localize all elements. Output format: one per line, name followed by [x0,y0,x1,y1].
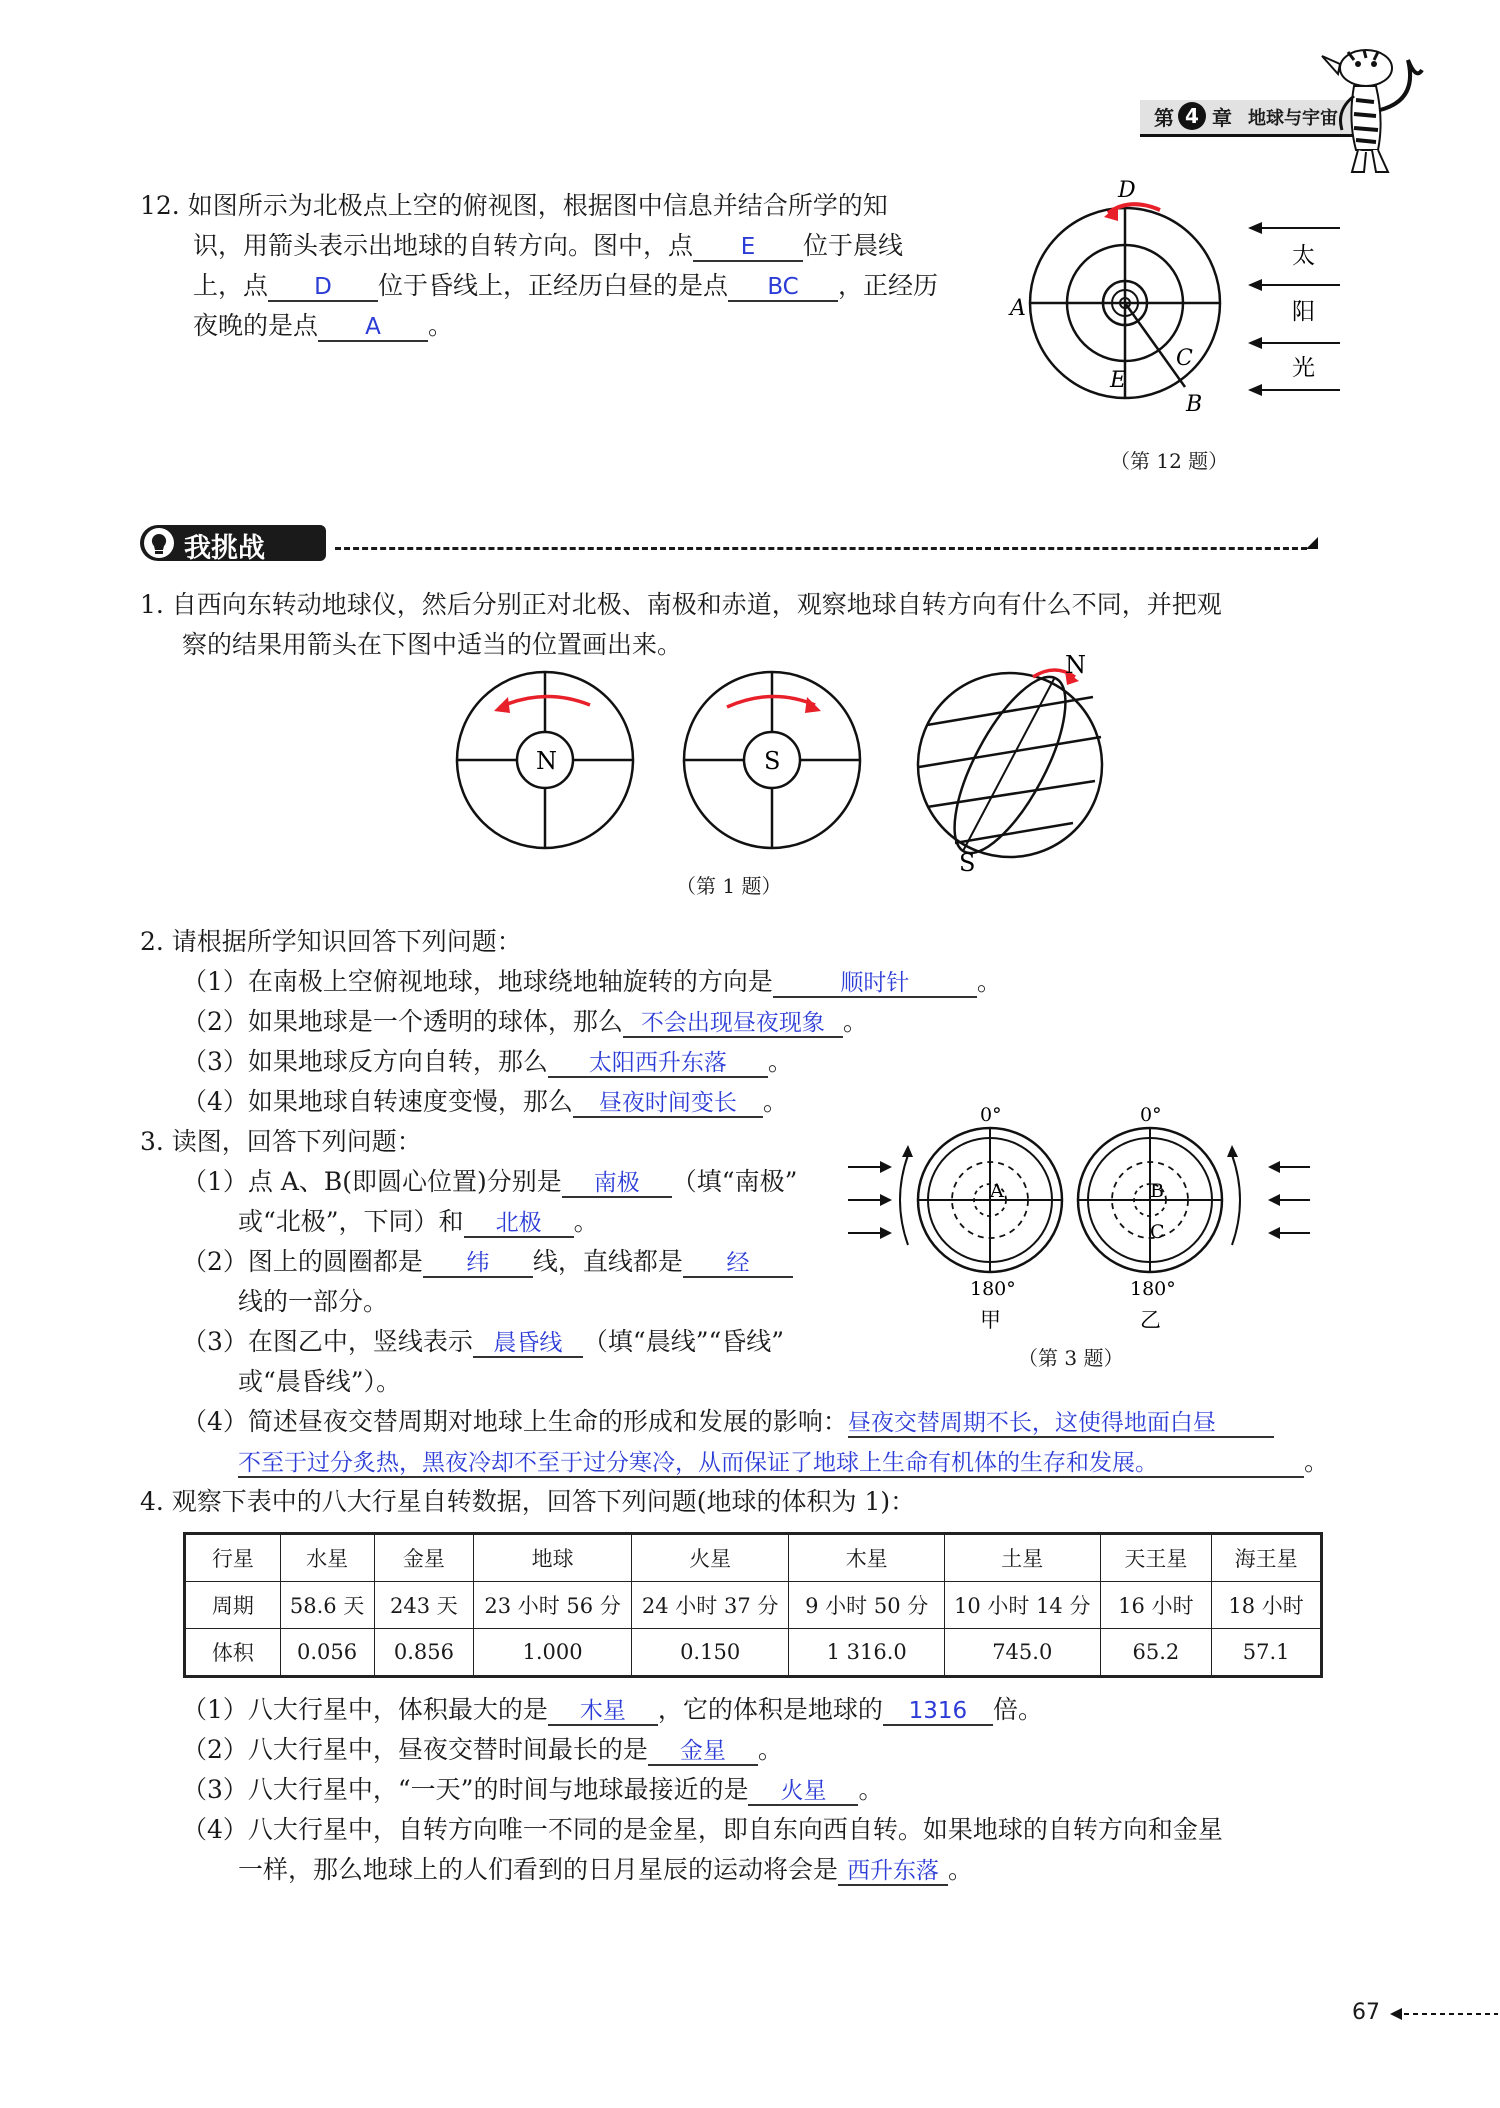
c4-text: 。 [858,1775,884,1804]
table-cell: 0.150 [631,1629,789,1677]
table-cell: 地球 [474,1534,632,1582]
sunlight-arrows-left [848,1161,892,1239]
q12-text: 。 [428,311,454,340]
point-b-label: B [1150,1180,1164,1202]
answer-blank [423,1248,533,1278]
q12-north-pole-figure [1000,175,1360,465]
c2-part4 [182,1082,788,1122]
c4-part4-line1: （4）八大行星中，自转方向唯一不同的是金星，即自东向西自转。如果地球的自转方向和金星 [182,1815,1223,1844]
table-cell: 1.000 [474,1629,632,1677]
north-pole-label: N [536,747,557,775]
table-cell: 18 小时 [1212,1582,1322,1629]
point-c-label: C [1150,1221,1165,1243]
table-cell: 土星 [944,1534,1100,1582]
c4-part1 [182,1690,1043,1730]
c4-text: 一样，那么地球上的人们看到的日月星辰的运动将会是 [238,1855,839,1884]
answer-vertical-line: 晨昏线 [493,1330,563,1356]
c1-caption: （第 1 题） [676,874,782,898]
c3-part3-line2: 或“晨昏线”）。 [238,1367,402,1396]
c1-line2: 察的结果用箭头在下图中适当的位置画出来。 [182,630,683,659]
deg180-jia: 180° [970,1278,1016,1300]
c4-text: 。 [757,1735,783,1764]
c3-text: （2）图上的圆圈都是 [182,1247,423,1276]
q12-line4 [193,306,453,346]
answer-blank [848,1408,1274,1438]
c3-part4-line1 [182,1402,1274,1442]
answer-blank [548,1696,658,1726]
sun-label-3: 光 [1292,355,1315,381]
c4-text: （3）八大行星中，“一天”的时间与地球最接近的是 [182,1775,749,1804]
c3-part1-line1 [182,1162,797,1202]
c3-text: （4）简述昼夜交替周期对地球上生命的形成和发展的影响： [182,1407,848,1436]
answer-blank [238,1448,1304,1478]
q12-text: 识，用箭头表示出地球的自转方向。图中，点 [193,231,694,260]
table-row [185,1534,1322,1582]
q12-text: ，正经历 [838,271,939,300]
table-cell: 行星 [185,1534,281,1582]
rotation-arrow-head [1104,205,1118,221]
c1-line1: 1. 自西向东转动地球仪，然后分别正对北极、南极和赤道，观察地球自转方向有什么不同，并把观 [140,590,1222,619]
c2-text: （4）如果地球自转速度变慢，那么 [182,1087,573,1116]
table-cell: 0.056 [280,1629,374,1677]
chapter-title: 地球与宇宙 [1248,108,1338,129]
jia-label: 甲 [980,1308,1001,1332]
table-cell: 火星 [631,1534,789,1582]
chapter-suffix: 章 [1212,106,1232,130]
point-a-label: A [990,1180,1004,1202]
table-cell: 57.1 [1212,1629,1322,1677]
table-cell: 24 小时 37 分 [631,1582,789,1629]
q12-text: 夜晚的是点 [193,311,319,340]
answer-circles: 纬 [466,1250,490,1276]
c1-figure-north [450,665,640,855]
c4-title: 4. 观察下表中的八大行星自转数据，回答下列问题(地球的体积为 1)： [140,1487,916,1516]
c3-caption: （第 3 题） [1018,1346,1124,1370]
answer-blank [464,1208,574,1238]
q12-line3 [193,266,938,306]
c3-title: 3. 读图，回答下列问题： [140,1127,422,1156]
q12-line2 [193,226,903,266]
c1-figure-globe [905,655,1125,875]
c3-figure [840,1105,1320,1375]
page-number: 67 [1352,2000,1380,2025]
answer-largest-planet: 木星 [579,1698,626,1724]
answer-closest-day: 火星 [780,1778,827,1804]
answer-longest-daynight: 金星 [679,1738,726,1764]
c2-text: 。 [762,1087,788,1116]
c4-text: ，它的体积是地球的 [657,1695,883,1724]
c2-part2 [182,1002,868,1042]
table-cell: 海王星 [1212,1534,1322,1582]
c4-part4-line2 [238,1850,973,1890]
c2-text: （3）如果地球反方向自转，那么 [182,1047,548,1076]
answer-blank [683,1248,793,1278]
label-E: E [1110,368,1127,393]
table-cell: 木星 [789,1534,945,1582]
answer-life-impact-2: 不至于过分炙热，黑夜冷却不至于过分寒冷，从而保证了地球上生命有机体的生存和发展。 [238,1450,1158,1476]
globe-south-label: S [959,849,976,875]
answer-slower-rotation: 昼夜时间变长 [598,1090,737,1116]
table-cell: 水星 [280,1534,374,1582]
triangle-icon [1306,537,1318,551]
table-cell: 天王星 [1100,1534,1212,1582]
answer-celestial-motion: 西升东落 [847,1858,940,1884]
answer-blank [748,1776,858,1806]
label-A: A [1010,296,1026,321]
deg180-yi: 180° [1130,1278,1176,1300]
c4-text: （1）八大行星中，体积最大的是 [182,1695,548,1724]
lightbulb-icon [144,528,174,558]
table-cell: 16 小时 [1100,1582,1212,1629]
label-C: C [1176,346,1193,371]
table-cell: 体积 [185,1629,281,1677]
answer-blank [268,272,378,302]
q12-caption: （第 12 题） [1110,449,1229,473]
answer-blank [562,1168,672,1198]
q12-text: 位于昏线上，正经历白昼的是点 [378,271,729,300]
chapter-prefix: 第 [1154,106,1174,130]
c3-text: （填“晨线”“昏线” [582,1327,785,1356]
answer-evening-line-point: D [314,274,332,300]
table-cell: 周期 [185,1582,281,1629]
label-D: D [1118,178,1136,203]
answer-daytime-points: BC [767,274,799,300]
answer-morning-line-point: E [740,234,756,260]
answer-blank [838,1856,948,1886]
answer-reverse-rotation: 太阳西升东落 [588,1050,727,1076]
c3-part1-line2 [238,1202,599,1242]
section-title: 我挑战 [184,533,265,564]
q12-text: 位于晨线 [803,231,904,260]
c2-part1 [182,962,1002,1002]
c3-text: （填“南极” [671,1167,798,1196]
c2-text: （1）在南极上空俯视地球，地球绕地轴旋转的方向是 [182,967,773,996]
label-B: B [1186,392,1203,417]
table-cell: 23 小时 56 分 [474,1582,632,1629]
c3-text: 。 [573,1207,599,1236]
c2-text: （2）如果地球是一个透明的球体，那么 [182,1007,623,1036]
table-cell: 9 小时 50 分 [789,1582,945,1629]
answer-blank [773,968,977,998]
section-header [140,525,1320,565]
yi-label: 乙 [1140,1308,1161,1332]
c4-text: （2）八大行星中，昼夜交替时间最长的是 [182,1735,648,1764]
answer-blank [883,1696,993,1726]
table-cell: 65.2 [1100,1629,1212,1677]
c3-part4-line2 [238,1442,1329,1482]
c2-part3 [182,1042,793,1082]
answer-rotation-direction: 顺时针 [840,970,910,996]
c3-text: （1）点 A、B(即圆心位置)分别是 [182,1167,562,1196]
c3-text: （3）在图乙中，竖线表示 [182,1327,473,1356]
c4-part2 [182,1730,783,1770]
section-divider [335,547,1307,550]
table-cell: 1 316.0 [789,1629,945,1677]
table-cell: 10 小时 14 分 [944,1582,1100,1629]
c2-text: 。 [976,967,1002,996]
answer-volume-ratio: 1316 [908,1698,968,1724]
c3-text: 线，直线都是 [532,1247,683,1276]
answer-blank [318,312,428,342]
sunlight-arrows-right [1268,1161,1310,1239]
answer-night-point: A [365,314,381,340]
table-row [185,1629,1322,1677]
answer-blank [623,1008,843,1038]
c3-part2-line1 [182,1242,793,1282]
c3-part2-line2: 线的一部分。 [238,1287,389,1316]
answer-life-impact-1: 昼夜交替周期不长，这使得地面白昼 [847,1410,1216,1436]
answer-blank [728,272,838,302]
c3-part3-line1 [182,1322,784,1362]
table-cell: 745.0 [944,1629,1100,1677]
q12-text: 上，点 [193,271,269,300]
south-pole-label: S [764,747,781,775]
answer-point-a: 南极 [593,1170,640,1196]
c1-figure-south [677,665,867,855]
answer-blank [548,1048,768,1078]
answer-straight-lines: 经 [726,1250,750,1276]
answer-blank [573,1088,763,1118]
table-cell: 243 天 [374,1582,474,1629]
answer-blank [648,1736,758,1766]
page-arrow-icon [1388,2004,1500,2024]
q12-line1: 12. 如图所示为北极点上空的俯视图，根据图中信息并结合所学的知 [140,191,888,220]
c3-text: 或“北极”，下同）和 [238,1207,464,1236]
c2-text: 。 [767,1047,793,1076]
chapter-number-badge: 4 [1178,102,1206,130]
tiger-mascot-illustration [1318,40,1428,180]
c2-title: 2. 请根据所学知识回答下列问题： [140,927,522,956]
answer-blank [693,232,803,262]
globe-north-label: N [1065,655,1086,679]
answer-transparent-earth: 不会出现昼夜现象 [640,1010,825,1036]
table-cell: 0.856 [374,1629,474,1677]
c4-text: 。 [948,1855,974,1884]
sun-label-1: 太 [1292,243,1315,269]
table-row [185,1582,1322,1629]
c4-part3 [182,1770,884,1810]
c4-text: 倍。 [992,1695,1043,1724]
answer-blank [473,1328,583,1358]
table-cell: 金星 [374,1534,474,1582]
deg0-jia: 0° [980,1105,1002,1126]
planet-rotation-table [183,1532,1323,1678]
c3-text: 。 [1304,1447,1330,1476]
c2-text: 。 [842,1007,868,1036]
answer-point-b: 北极 [495,1210,542,1236]
deg0-yi: 0° [1140,1105,1162,1126]
table-cell: 58.6 天 [280,1582,374,1629]
sun-label-2: 阳 [1292,299,1315,325]
